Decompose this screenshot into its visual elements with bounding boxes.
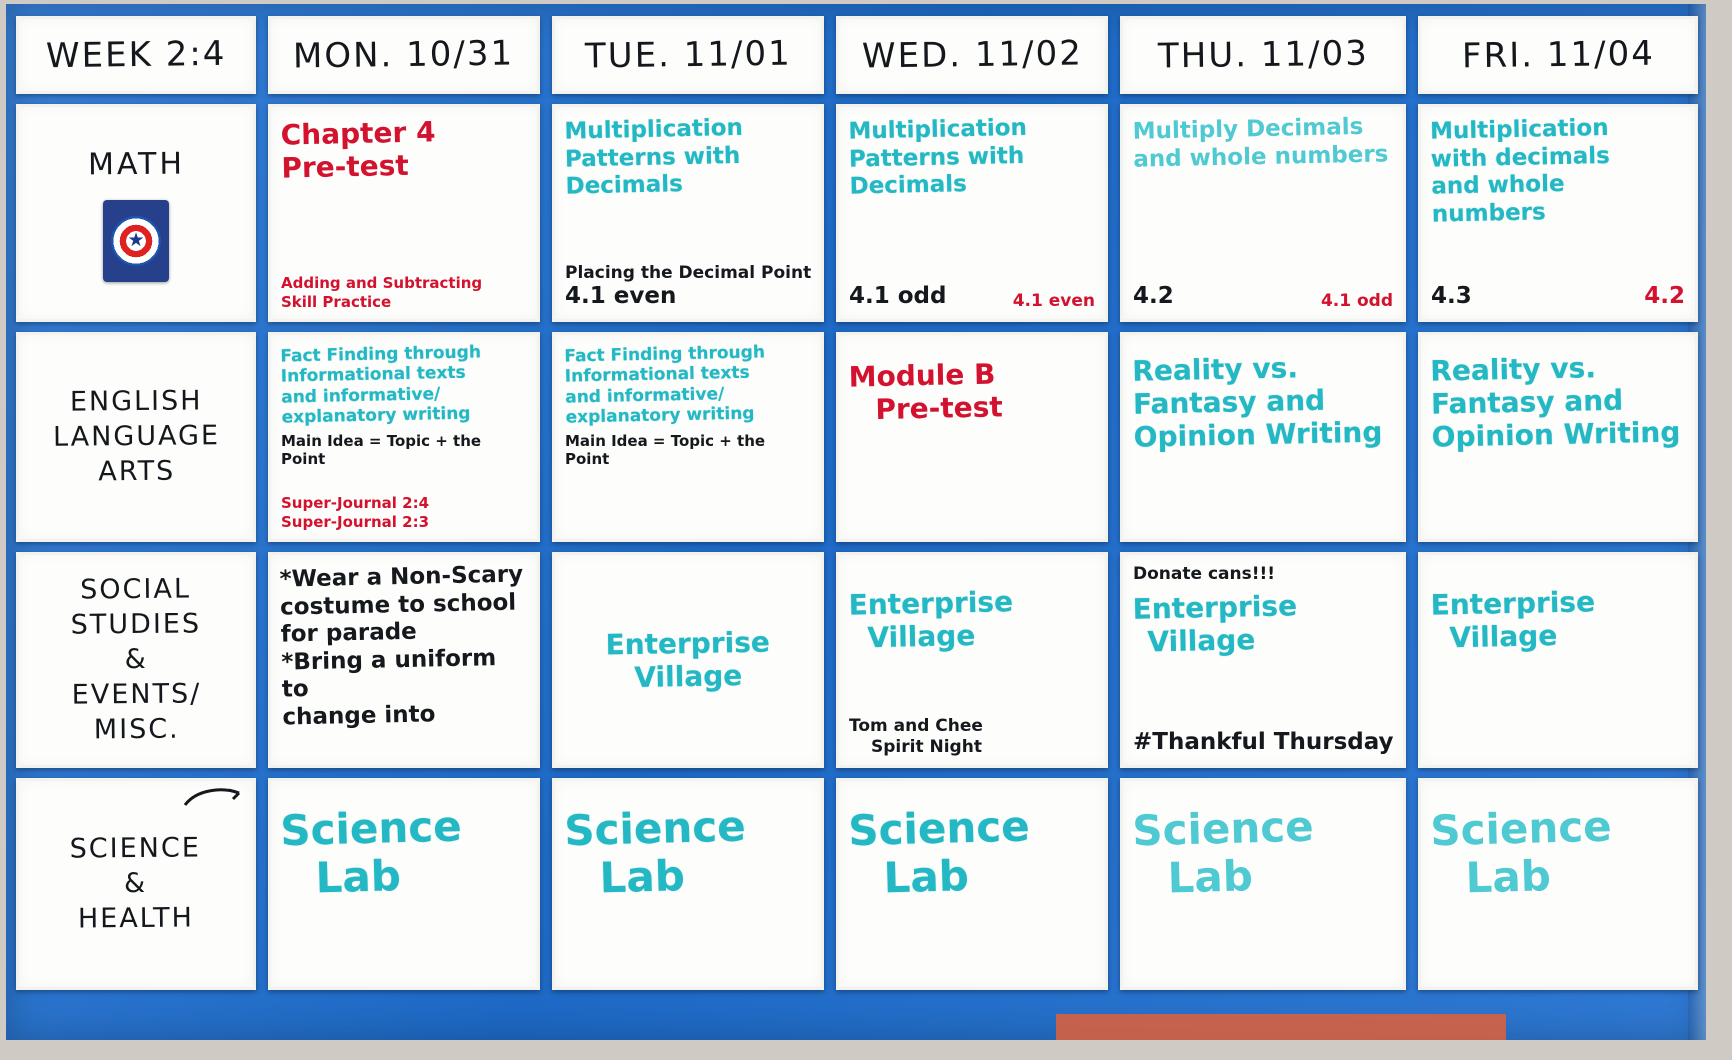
cell-main-line: Pre-test xyxy=(281,148,410,185)
subject-title-line: ENGLISH xyxy=(69,385,203,418)
cell-ela-monday xyxy=(268,332,540,542)
day-header-tuesday xyxy=(552,16,824,94)
cell-main-line: Science xyxy=(279,801,463,856)
subject-label-science-health xyxy=(16,778,256,990)
cell-ela-wednesday xyxy=(836,332,1108,542)
cell-science-monday xyxy=(268,778,540,990)
subject-title-line: ARTS xyxy=(97,456,175,488)
cell-main-line: Informational texts xyxy=(280,363,466,387)
cell-main-line: Lab xyxy=(883,851,970,903)
cell-main-line: Enterprise xyxy=(848,585,1014,622)
cell-social-monday xyxy=(268,552,540,768)
subject-title-line: SOCIAL xyxy=(79,573,191,606)
subject-title-line: SCIENCE xyxy=(69,832,202,865)
day-label: WED. 11/02 xyxy=(861,33,1083,77)
cell-footer-line: Super-Journal 2:4 xyxy=(281,494,430,513)
cell-math-thursday xyxy=(1120,104,1406,322)
subject-label-math xyxy=(16,104,256,322)
captain-america-shield-icon xyxy=(103,200,169,282)
cell-main-line: Enterprise xyxy=(1430,585,1596,622)
cell-main-line: Decimals xyxy=(565,171,684,200)
arrow-doodle-icon xyxy=(183,785,243,811)
cell-footer-line: Super-Journal 2:3 xyxy=(281,512,430,531)
cell-main-line: Lab xyxy=(599,851,686,903)
cell-main-line: numbers xyxy=(1431,199,1546,228)
cell-social-thursday xyxy=(1120,552,1406,768)
cell-main-line: Village xyxy=(1449,619,1558,655)
cell-math-friday xyxy=(1418,104,1698,322)
cell-science-friday xyxy=(1418,778,1698,990)
cell-social-wednesday xyxy=(836,552,1108,768)
cell-math-wednesday xyxy=(836,104,1108,322)
cell-science-wednesday xyxy=(836,778,1108,990)
cell-footer-line: Placing the Decimal Point xyxy=(565,263,812,284)
cell-main-line: Chapter 4 xyxy=(280,115,436,152)
cell-note: Main Idea = Topic + the Point xyxy=(281,431,482,468)
cell-main-line: *Bring a uniform to xyxy=(281,644,497,703)
week-label: WEEK 2:4 xyxy=(45,33,227,77)
subject-title-line: MISC. xyxy=(93,714,180,747)
cell-ela-friday xyxy=(1418,332,1698,542)
cell-main-line: Opinion Writing xyxy=(1133,415,1383,454)
day-header-monday xyxy=(268,16,540,94)
cell-main-line: Enterprise xyxy=(1132,589,1298,627)
cell-footer-assignment-alt: 4.1 even xyxy=(1012,290,1095,311)
cell-main-line: Village xyxy=(1147,623,1256,659)
cell-main-line: Patterns with xyxy=(848,142,1025,173)
cell-footer-assignment-alt: 4.2 xyxy=(1644,283,1685,310)
cell-footer-line: Skill Practice xyxy=(281,292,392,311)
cell-main-line: with decimals xyxy=(1430,142,1611,173)
cell-footer-line: Spirit Night xyxy=(871,736,982,757)
cell-social-tuesday xyxy=(552,552,824,768)
day-label: FRI. 11/04 xyxy=(1461,33,1655,77)
cell-ela-tuesday xyxy=(552,332,824,542)
cell-main-line: costume to school xyxy=(279,589,517,621)
subject-title-line: HEALTH xyxy=(78,903,195,936)
cell-note: Main Idea = Topic + the Point xyxy=(565,431,766,468)
cell-main-line: Reality vs. xyxy=(1429,351,1597,388)
cell-main-line: Multiplication xyxy=(564,114,744,145)
week-label-card xyxy=(16,16,256,94)
day-label: MON. 10/31 xyxy=(293,33,515,77)
cell-math-monday xyxy=(268,104,540,322)
day-header-thursday xyxy=(1120,16,1406,94)
cell-main-line: Multiplication xyxy=(848,114,1028,145)
schedule-grid xyxy=(16,16,1692,1028)
cell-main-line: and informative/ xyxy=(565,384,725,408)
cell-main-line: Multiplication xyxy=(1429,114,1609,145)
cell-main-line: and informative/ xyxy=(281,384,441,408)
cell-footer-line: 4.1 even xyxy=(565,283,677,310)
subject-label-social-studies-events-misc xyxy=(16,552,256,768)
cell-main-line: Science xyxy=(1131,801,1315,856)
cell-footer-assignment-alt: 4.1 odd xyxy=(1320,290,1393,311)
cell-footer-assignment: 4.2 xyxy=(1133,283,1174,310)
cell-main-line: Opinion Writing xyxy=(1431,415,1681,454)
subject-title-line: LANGUAGE xyxy=(52,420,220,454)
cell-main-line: Fantasy and xyxy=(1430,383,1624,421)
cell-main-line: Informational texts xyxy=(564,363,750,387)
cell-main-line: Science xyxy=(1429,801,1613,856)
cell-footer-line: Tom and Chee xyxy=(849,716,983,737)
cell-main-line: Reality vs. xyxy=(1131,351,1299,388)
subject-title: MATH xyxy=(87,146,185,182)
cell-main-line: Village xyxy=(867,618,976,655)
cell-ela-thursday xyxy=(1120,332,1406,542)
day-header-wednesday xyxy=(836,16,1108,94)
cell-main-line: Decimals xyxy=(849,171,968,200)
cell-science-thursday xyxy=(1120,778,1406,990)
subject-title-line: & xyxy=(124,868,148,900)
day-label: THU. 11/03 xyxy=(1157,33,1369,77)
cell-footer-assignment: 4.3 xyxy=(1431,283,1472,310)
cell-main-line: Multiply Decimals xyxy=(1132,113,1364,145)
cell-main-line: change into xyxy=(282,701,436,731)
cell-main-line: Lab xyxy=(1465,851,1552,903)
blue-board-background xyxy=(6,4,1706,1040)
cell-main-line: Fact Finding through xyxy=(564,342,766,367)
cell-social-friday xyxy=(1418,552,1698,768)
cell-main-line: Science xyxy=(563,801,747,856)
cell-main-line: Fantasy and xyxy=(1132,383,1326,421)
cell-main-line: Village xyxy=(634,659,743,694)
day-header-friday xyxy=(1418,16,1698,94)
cell-main-line: *Wear a Non-Scary xyxy=(279,561,524,593)
cell-main-line: explanatory writing xyxy=(565,403,755,428)
cell-science-tuesday xyxy=(552,778,824,990)
day-label: TUE. 11/01 xyxy=(584,33,792,77)
cell-main-line: and whole xyxy=(1431,171,1565,200)
cell-main-line: Lab xyxy=(1167,851,1254,903)
cell-main-line: for parade xyxy=(280,618,418,648)
subject-title-line: & xyxy=(124,644,148,676)
subject-label-english-language-arts xyxy=(16,332,256,542)
cell-main-line: explanatory writing xyxy=(281,403,471,428)
cell-main-line: Pre-test xyxy=(875,390,1004,427)
cell-footer-assignment: 4.1 odd xyxy=(849,283,947,310)
cell-main-line: Science xyxy=(847,801,1031,856)
cell-main-line: Enterprise xyxy=(605,625,771,662)
cell-main-line: Lab xyxy=(315,851,402,903)
cell-footer-hashtag: #Thankful Thursday xyxy=(1133,729,1394,756)
cell-main-line: Fact Finding through xyxy=(280,342,482,367)
cell-top-note: Donate cans!!! xyxy=(1133,564,1275,584)
cell-main-line: Patterns with xyxy=(564,142,741,173)
cell-main-line: and whole numbers xyxy=(1133,140,1389,173)
star-glyph: ★ xyxy=(127,228,145,251)
cell-math-tuesday xyxy=(552,104,824,322)
cell-main-line: Module B xyxy=(848,357,996,394)
subject-title-line: STUDIES xyxy=(70,608,201,641)
cell-footer-line: Adding and Subtracting xyxy=(281,274,483,293)
subject-title-line: EVENTS/ xyxy=(71,678,202,712)
